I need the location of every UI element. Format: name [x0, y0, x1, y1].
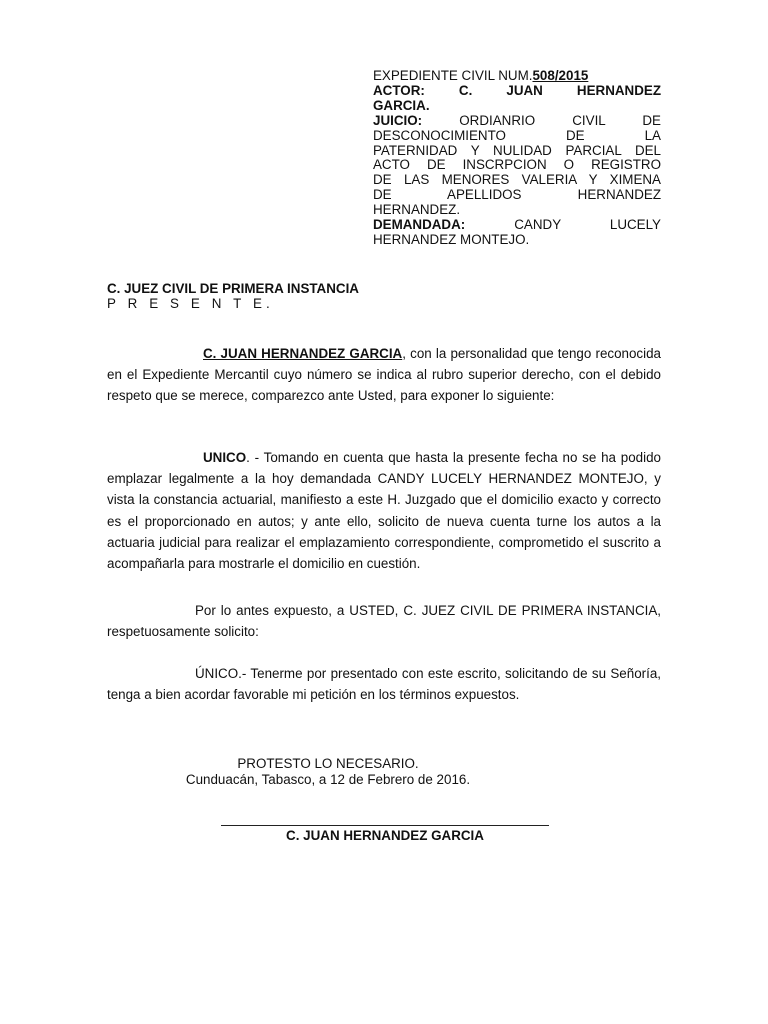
- demandada-name-part2: HERNANDEZ MONTEJO.: [373, 231, 530, 247]
- paragraph-introduction: [107, 343, 661, 407]
- addressee-title: C. JUEZ CIVIL DE PRIMERA INSTANCIA: [107, 281, 359, 296]
- paragraph-petition: [107, 663, 661, 705]
- demandada-label: DEMANDADA:: [373, 217, 466, 233]
- case-header: [373, 69, 661, 248]
- actor-name-part2: GARCIA.: [373, 97, 430, 113]
- juicio-line-4: ACTO DE INSCRPCION O REGISTRO: [373, 157, 661, 173]
- closing-block: [128, 756, 528, 787]
- signer-name: C. JUAN HERNANDEZ GARCIA: [286, 828, 484, 843]
- juicio-label: JUICIO:: [373, 112, 423, 128]
- expediente-number: 508/2015: [532, 68, 589, 83]
- juicio-line-7: HERNANDEZ.: [373, 202, 461, 218]
- paragraph-request-text: Por lo antes expuesto, a USTED, C. JUEZ CIVIL DE PRIMERA INSTANCIA, respetuosamente solicito:: [107, 603, 661, 640]
- addressee-presente: P R E S E N T E.: [107, 296, 274, 311]
- addressee-block: [107, 281, 359, 311]
- juicio-line-1: [373, 114, 661, 129]
- place-date-line: Cunduacán, Tabasco, a 12 de Febrero de 2016.: [185, 771, 471, 787]
- unico-label: UNICO: [203, 450, 247, 465]
- signature-line: [221, 825, 549, 826]
- paragraph-introduction-text: , con la personalidad que tengo reconocida en el Expediente Mercantil cuyo número se indica al rubro superior derecho, con el debido respeto que se merece, comparezco ante Usted, para exponer lo siguiente:: [107, 346, 661, 404]
- actor-name-part1: C. JUAN HERNANDEZ: [458, 82, 661, 98]
- expediente-line: [373, 69, 661, 84]
- petitioner-name: C. JUAN HERNANDEZ GARCIA: [203, 346, 403, 361]
- paragraph-unico: [107, 447, 661, 574]
- juicio-line-6: DE APELLIDOS HERNANDEZ: [373, 187, 661, 203]
- paragraph-petition-text: ÚNICO.- Tenerme por presentado con este escrito, solicitando de su Señoría, tenga a bien acordar favorable mi petición en los términos expuestos.: [107, 666, 661, 703]
- juicio-line-5: DE LAS MENORES VALERIA Y XIMENA: [373, 172, 661, 188]
- juicio-line-2: DESCONOCIMIENTO DE LA: [373, 127, 661, 143]
- actor-line-1: [373, 84, 661, 99]
- juicio-text-1: ORDIANRIO CIVIL DE: [459, 112, 661, 128]
- actor-label: ACTOR:: [373, 82, 425, 98]
- protesto-line: PROTESTO LO NECESARIO.: [237, 756, 419, 771]
- paragraph-request: [107, 600, 661, 642]
- demandada-line-1: [373, 218, 661, 233]
- demandada-name-part1: CANDY LUCELY: [514, 217, 661, 233]
- juicio-line-3: PATERNIDAD Y NULIDAD PARCIAL DEL: [373, 142, 661, 158]
- paragraph-unico-text: . - Tomando en cuenta que hasta la presente fecha no se ha podido emplazar legalmente a la hoy demandada CANDY LUCELY HERNANDEZ MONTEJO, y vista la constancia actuarial, manifiesto a este H. Juzgado que el domicilio exacto y correcto es el proporcionado en autos; y ante ello, solicito de nueva cuenta turne los autos a la actuaria judicial para realizar el emplazamiento correspondiente, comprometido el suscrito a acompañarla para mostrarle el domicilio en cuestión.: [107, 450, 661, 572]
- expediente-label: EXPEDIENTE CIVIL NUM.: [373, 68, 533, 83]
